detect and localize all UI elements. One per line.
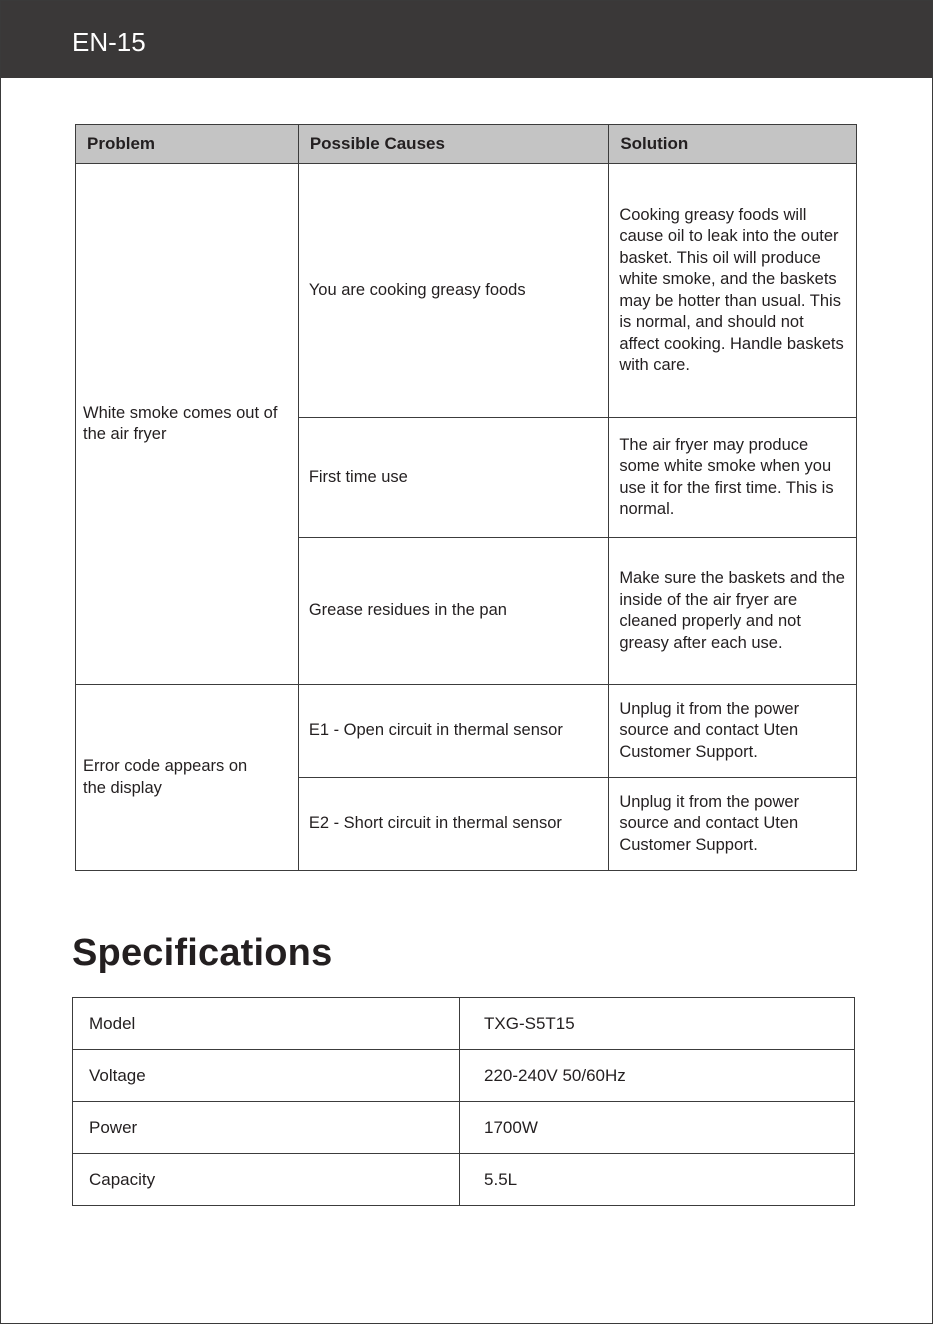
header-solution: Solution xyxy=(609,125,857,164)
problem-cell: White smoke comes out of the air fryer xyxy=(76,164,299,685)
spec-value: 5.5L xyxy=(460,1154,855,1206)
spec-value: TXG-S5T15 xyxy=(460,998,855,1050)
specifications-table xyxy=(72,997,855,1206)
troubleshooting-table xyxy=(75,124,857,871)
cause-cell: E1 - Open circuit in thermal sensor xyxy=(298,685,609,778)
solution-cell: Unplug it from the power source and contact Uten Customer Support. xyxy=(609,778,857,871)
table-row xyxy=(76,164,857,418)
cause-cell: You are cooking greasy foods xyxy=(298,164,609,418)
spec-label: Voltage xyxy=(73,1050,460,1102)
table-row xyxy=(76,685,857,778)
spec-label: Model xyxy=(73,998,460,1050)
cause-cell: First time use xyxy=(298,418,609,538)
solution-cell: Cooking greasy foods will cause oil to leak into the outer basket. This oil will produce white smoke, and the baskets may be hotter than usual. This is normal, and should not affect cooking. Handle baskets with care. xyxy=(609,164,857,418)
spec-value: 1700W xyxy=(460,1102,855,1154)
cause-cell: Grease residues in the pan xyxy=(298,538,609,685)
spec-label: Power xyxy=(73,1102,460,1154)
header-problem: Problem xyxy=(76,125,299,164)
table-row xyxy=(73,1102,855,1154)
table-row xyxy=(73,998,855,1050)
spec-value: 220-240V 50/60Hz xyxy=(460,1050,855,1102)
solution-cell: Unplug it from the power source and contact Uten Customer Support. xyxy=(609,685,857,778)
specifications-title: Specifications xyxy=(72,932,333,974)
table-row xyxy=(73,1050,855,1102)
solution-cell: Make sure the baskets and the inside of the air fryer are cleaned properly and not greasy after each use. xyxy=(609,538,857,685)
problem-cell: Error code appears on the display xyxy=(76,685,299,871)
spec-label: Capacity xyxy=(73,1154,460,1206)
page-number: EN-15 xyxy=(72,27,146,57)
table-header-row xyxy=(76,125,857,164)
header-possible-causes: Possible Causes xyxy=(298,125,609,164)
page-header xyxy=(0,0,933,78)
solution-cell: The air fryer may produce some white smoke when you use it for the first time. This is normal. xyxy=(609,418,857,538)
table-row xyxy=(73,1154,855,1206)
cause-cell: E2 - Short circuit in thermal sensor xyxy=(298,778,609,871)
